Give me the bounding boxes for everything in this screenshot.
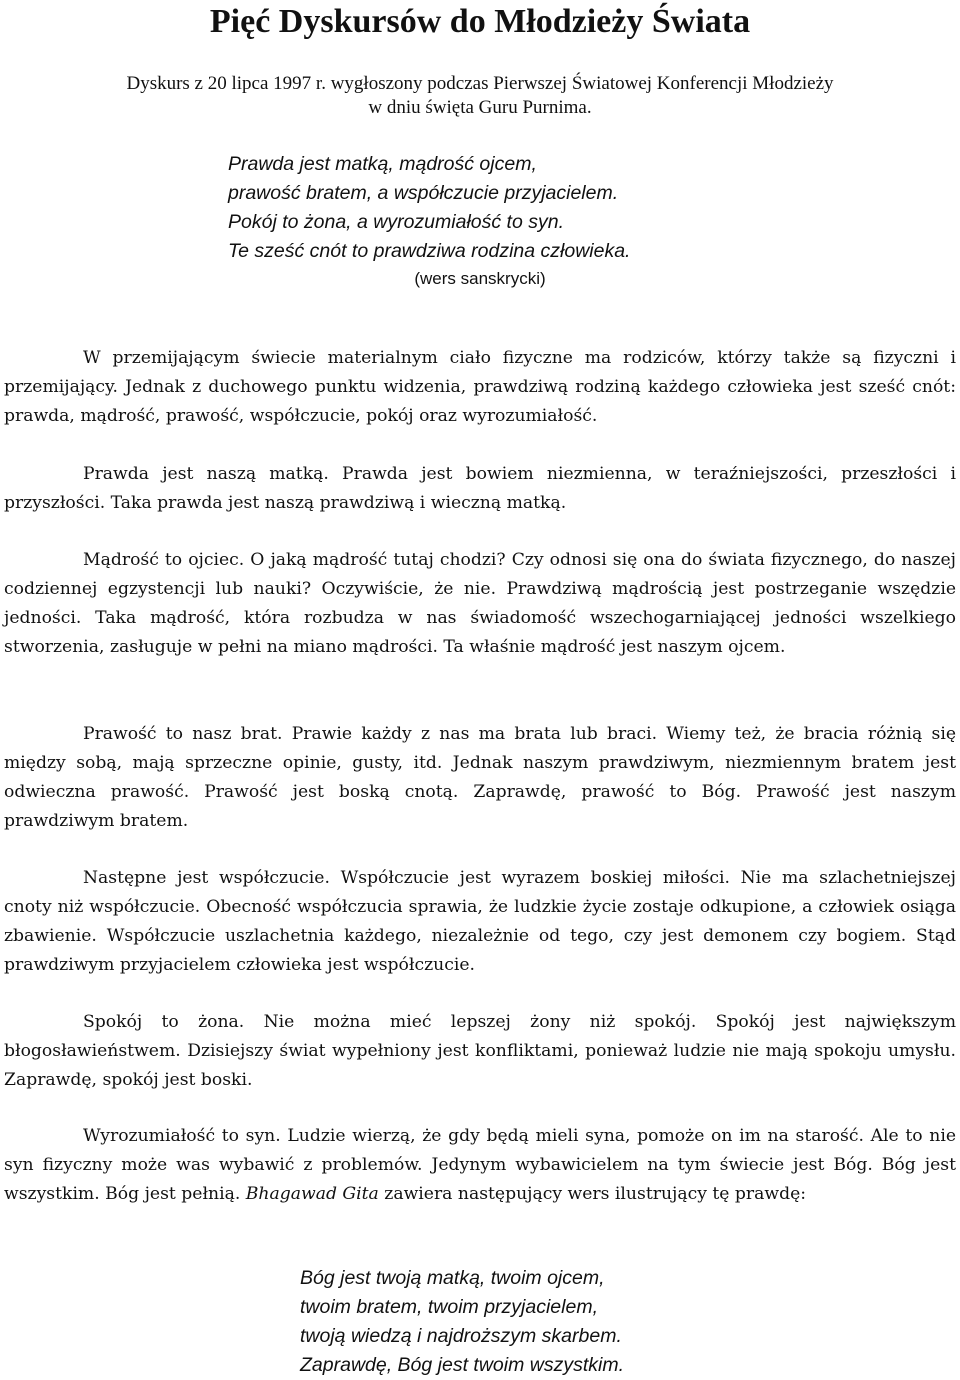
verse-line: prawość bratem, a współczucie przyjacielem. <box>228 182 619 204</box>
paragraph-text: zawiera następujący wers ilustrujący tę prawdę: <box>378 1184 807 1204</box>
body-paragraph: Prawda jest naszą matką. Prawda jest bowiem niezmienna, w teraźniejszości, przeszłości i przyszłości. Taka prawda jest naszą prawdziwą i wieczną matką. <box>4 464 956 513</box>
body-paragraph: W przemijającym świecie materialnym ciało fizyczne ma rodziców, którzy także są fizyczni i przemijający. Jednak z duchowego punktu widzenia, prawdziwą rodziną każdego człowieka jest sześć cnót: prawda, mądrość, prawość, współczucie, pokój oraz wyrozumiałość. <box>4 348 956 426</box>
paragraph-text: Wyrozumiałość to syn. Ludzie wierzą, że gdy będą mieli syna, pomoże on im na starość. Ale to nie syn fizyczny może was wybawić z problemów. Jedynym wybawicielem na tym świecie jest Bóg. Bóg jest wszystkim. Bóg jest pełnią. <box>4 1126 956 1204</box>
verse-line: Te sześć cnót to prawdziwa rodzina człowieka. <box>228 240 631 262</box>
body-paragraph: Mądrość to ojciec. O jaką mądrość tutaj chodzi? Czy odnosi się ona do świata fizycznego, do naszej codziennej egzystencji lub nauki? Oczywiście, że nie. Prawdziwą mądrością jest postrzeganie wszędzie jedności. Taka mądrość, która rozbudza w nas świadomość wszechogarniającej jedności wszelkiego stworzenia, zasługuje w pełni na miano mądrości. Ta właśnie mądrość jest naszym ojcem. <box>4 550 956 657</box>
verse-line: Pokój to żona, a wyrozumiałość to syn. <box>228 211 564 233</box>
verse-line: twoją wiedzą i najdroższym skarbem. <box>300 1325 622 1347</box>
body-paragraph: Następne jest współczucie. Współczucie jest wyrazem boskiej miłości. Nie ma szlachetniejszej cnoty niż współczucie. Obecność współczucia sprawia, że ludzkie życie zostaje odkupione, a człowiek osiąga zbawienie. Współczucie uszlachetnia każdego, niezależnie od tego, czy jest demonem czy bogiem. Stąd prawdziwym przyjacielem człowieka jest współczucie. <box>4 868 956 975</box>
body-paragraph: Prawość to nasz brat. Prawie każdy z nas ma brata lub braci. Wiemy też, że bracia różnią się między sobą, mają sprzeczne opinie, gusty, itd. Jednak naszym prawdziwym, niezmiennym bratem jest odwieczna prawość. Prawość jest boską cnotą. Zaprawdę, prawość to Bóg. Prawość jest naszym prawdziwym bratem. <box>4 724 956 831</box>
subtitle-line: Dyskurs z 20 lipca 1997 r. wygłoszony podczas Pierwszej Światowej Konferencji Młodzieży <box>126 73 834 94</box>
verse-line: Bóg jest twoją matką, twoim ojcem, <box>300 1267 605 1289</box>
document-title: Pięć Dyskursów do Młodzieży Świata <box>209 3 751 40</box>
verse-line: Prawda jest matką, mądrość ojcem, <box>228 153 537 175</box>
body-paragraph-last <box>4 1122 956 1209</box>
opening-verse <box>228 150 630 266</box>
verse-line: Zaprawdę, Bóg jest twoim wszystkim. <box>300 1354 625 1376</box>
verse-source: (wers sanskrycki) <box>414 269 546 288</box>
subtitle-line: w dniu święta Guru Purnima. <box>368 97 592 118</box>
closing-verse <box>300 1264 624 1380</box>
verse-line: twoim bratem, twoim przyjacielem, <box>300 1296 598 1318</box>
discourse-subtitle <box>0 72 960 120</box>
body-paragraph: Spokój to żona. Nie można mieć lepszej żony niż spokój. Spokój jest największym błogosławieństwem. Dzisiejszy świat wypełniony jest konfliktami, ponieważ ludzie nie mają spokoju umysłu. Zaprawdę, spokój jest boski. <box>4 1012 956 1090</box>
work-title: Bhagawad Gita <box>245 1184 379 1204</box>
